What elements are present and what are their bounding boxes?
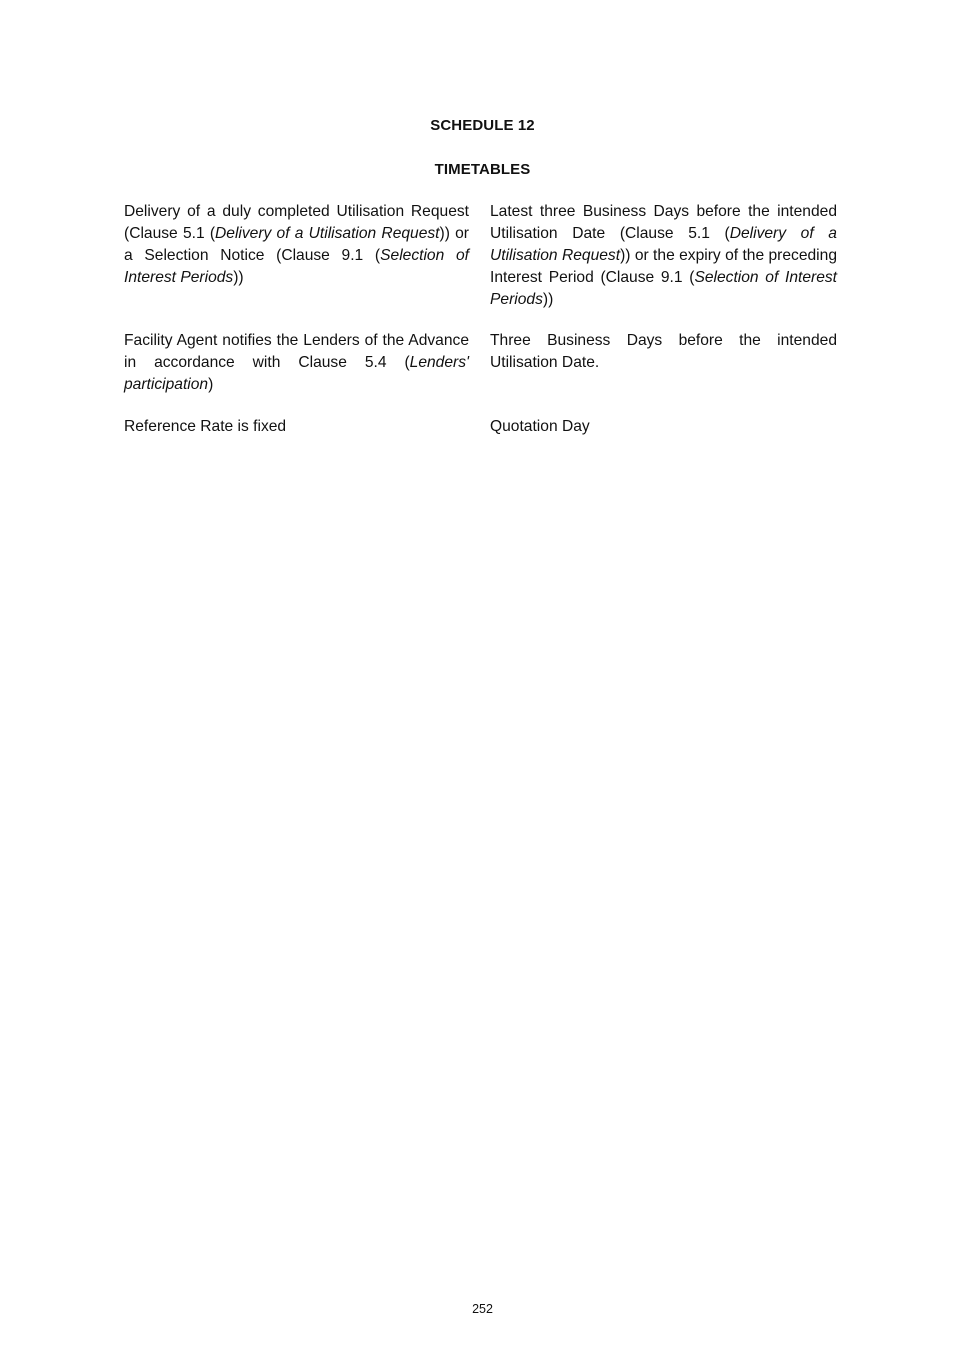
timetable-event <box>124 201 469 311</box>
text-segment: )) or the expiry of the preceding Interest Period (Clause 9.1 ( <box>490 247 837 286</box>
schedule-title: SCHEDULE 12 <box>430 117 535 134</box>
text-segment: )) <box>542 291 554 308</box>
page-number: 252 <box>472 1302 493 1316</box>
timetable-row <box>124 416 837 438</box>
text-segment: ) <box>208 376 214 393</box>
timetable-deadline <box>490 201 837 311</box>
clause-reference: Delivery of a Utilisation Request <box>215 225 440 242</box>
text-segment: Delivery of a duly completed Utilisation Request (Clause 5.1 ( <box>124 203 469 242</box>
text-segment: Quotation Day <box>490 418 590 435</box>
text-segment: Latest three Business Days before the intended Utilisation Date (Clause 5.1 ( <box>490 203 837 242</box>
timetable-deadline <box>490 416 837 438</box>
text-segment: Reference Rate is fixed <box>124 418 287 435</box>
timetable-event <box>124 416 469 438</box>
timetable-row <box>124 330 837 396</box>
text-segment: Facility Agent notifies the Lenders of the Advance in accordance with Clause 5.4 ( <box>124 332 469 371</box>
timetable-event <box>124 330 469 396</box>
timetable-deadline <box>490 330 837 396</box>
clause-reference: Lenders' participation <box>124 354 469 393</box>
text-segment: )) <box>233 269 244 286</box>
clause-reference: Selection of Interest Periods <box>124 247 469 286</box>
timetable-row <box>124 201 837 311</box>
text-segment: Three Business Days before the intended Utilisation Date. <box>490 332 837 371</box>
clause-reference: Selection of Interest Periods <box>490 269 837 308</box>
text-segment: )) or a Selection Notice (Clause 9.1 ( <box>124 225 469 264</box>
clause-reference: Delivery of a Utilisation Request <box>490 225 837 264</box>
section-title: TIMETABLES <box>434 161 531 178</box>
